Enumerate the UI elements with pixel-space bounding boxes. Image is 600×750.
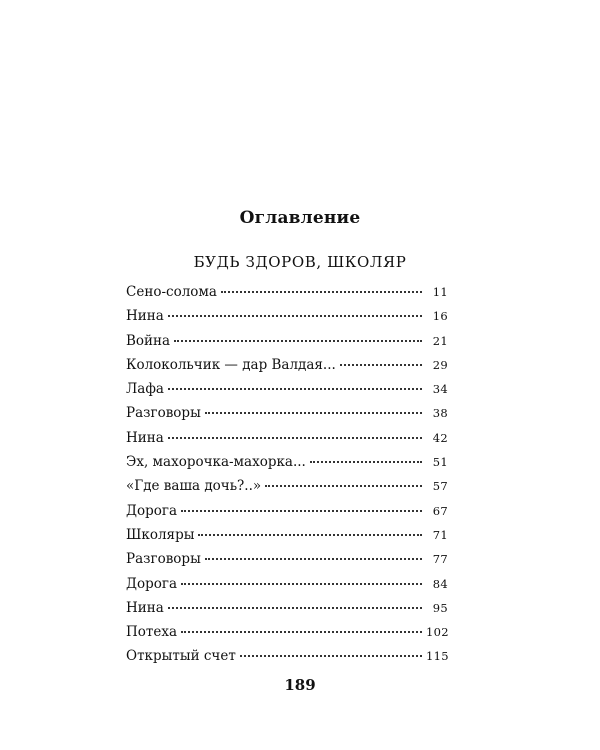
toc-entry-page: 11 bbox=[432, 285, 448, 299]
toc-entry bbox=[126, 280, 448, 304]
toc-entry bbox=[126, 474, 448, 498]
dot-leader bbox=[205, 546, 422, 560]
toc-entry-page: 71 bbox=[432, 527, 448, 542]
toc-entry-page: 34 bbox=[432, 382, 448, 397]
toc-entry bbox=[126, 596, 448, 620]
dot-leader bbox=[168, 425, 422, 439]
toc-entry bbox=[126, 329, 448, 353]
dot-leader bbox=[265, 473, 422, 487]
toc-entry-page: 42 bbox=[432, 430, 448, 445]
toc-entry-title: Эх, махорочка-махорка... bbox=[126, 454, 306, 471]
toc-entry-title: Разговоры bbox=[126, 551, 201, 568]
dot-leader bbox=[168, 303, 422, 317]
toc-entry bbox=[126, 426, 448, 450]
toc-entry-title: Колокольчик — дар Валдая... bbox=[126, 356, 336, 373]
toc-entry-page: 67 bbox=[432, 503, 448, 518]
toc-entry-title: Дорога bbox=[126, 575, 177, 592]
dot-leader bbox=[340, 352, 422, 366]
dot-leader bbox=[205, 400, 422, 414]
toc-entry bbox=[126, 450, 448, 474]
toc-entry-page: 38 bbox=[432, 406, 448, 421]
toc-entry-title: Война bbox=[126, 332, 171, 349]
toc-entry-title: «Где ваша дочь?..» bbox=[126, 478, 262, 495]
dot-leader bbox=[174, 328, 422, 342]
toc-entry bbox=[126, 401, 448, 425]
toc-entry bbox=[126, 644, 448, 668]
toc-entry-title: Школяры bbox=[126, 526, 195, 543]
toc-entry-page: 16 bbox=[432, 309, 448, 324]
toc-entry-title: Нина bbox=[126, 599, 164, 616]
toc-entry-title: Потеха bbox=[126, 624, 178, 641]
toc-entry bbox=[126, 499, 448, 523]
toc-entry-page: 51 bbox=[432, 455, 448, 470]
toc-entry-page: 102 bbox=[426, 625, 449, 640]
dot-leader bbox=[310, 449, 422, 463]
section-title: БУДЬ ЗДОРОВ, ШКОЛЯР bbox=[193, 253, 407, 271]
toc-entry-title: Сено-солома bbox=[126, 284, 217, 300]
dot-leader bbox=[198, 522, 422, 536]
page-number: 189 bbox=[284, 676, 316, 694]
dot-leader bbox=[240, 643, 422, 657]
toc-entry-title: Разговоры bbox=[126, 405, 201, 422]
toc-entry-title: Нина bbox=[126, 429, 164, 446]
dot-leader bbox=[181, 619, 422, 633]
toc-entry-page: 84 bbox=[432, 576, 448, 591]
table-of-contents bbox=[126, 280, 448, 669]
toc-entry bbox=[126, 377, 448, 401]
dot-leader bbox=[168, 595, 422, 609]
toc-entry-page: 57 bbox=[432, 479, 448, 494]
dot-leader bbox=[181, 498, 422, 512]
toc-entry-page: 77 bbox=[432, 552, 448, 567]
dot-leader bbox=[221, 279, 422, 293]
dot-leader bbox=[181, 571, 422, 585]
toc-entry-title: Открытый счет bbox=[126, 648, 236, 665]
toc-entry-page: 95 bbox=[432, 600, 448, 615]
toc-entry bbox=[126, 304, 448, 328]
toc-entry bbox=[126, 620, 448, 644]
toc-entry-title: Дорога bbox=[126, 502, 177, 519]
toc-entry-page: 115 bbox=[426, 649, 449, 664]
toc-entry-title: Лафа bbox=[126, 381, 164, 398]
contents-heading: Оглавление bbox=[239, 208, 361, 228]
toc-entry-page: 21 bbox=[432, 333, 448, 348]
toc-entry bbox=[126, 523, 448, 547]
toc-entry bbox=[126, 547, 448, 571]
toc-entry-page: 29 bbox=[432, 357, 448, 372]
toc-entry bbox=[126, 572, 448, 596]
dot-leader bbox=[168, 376, 422, 390]
toc-entry bbox=[126, 353, 448, 377]
toc-entry-title: Нина bbox=[126, 308, 164, 325]
